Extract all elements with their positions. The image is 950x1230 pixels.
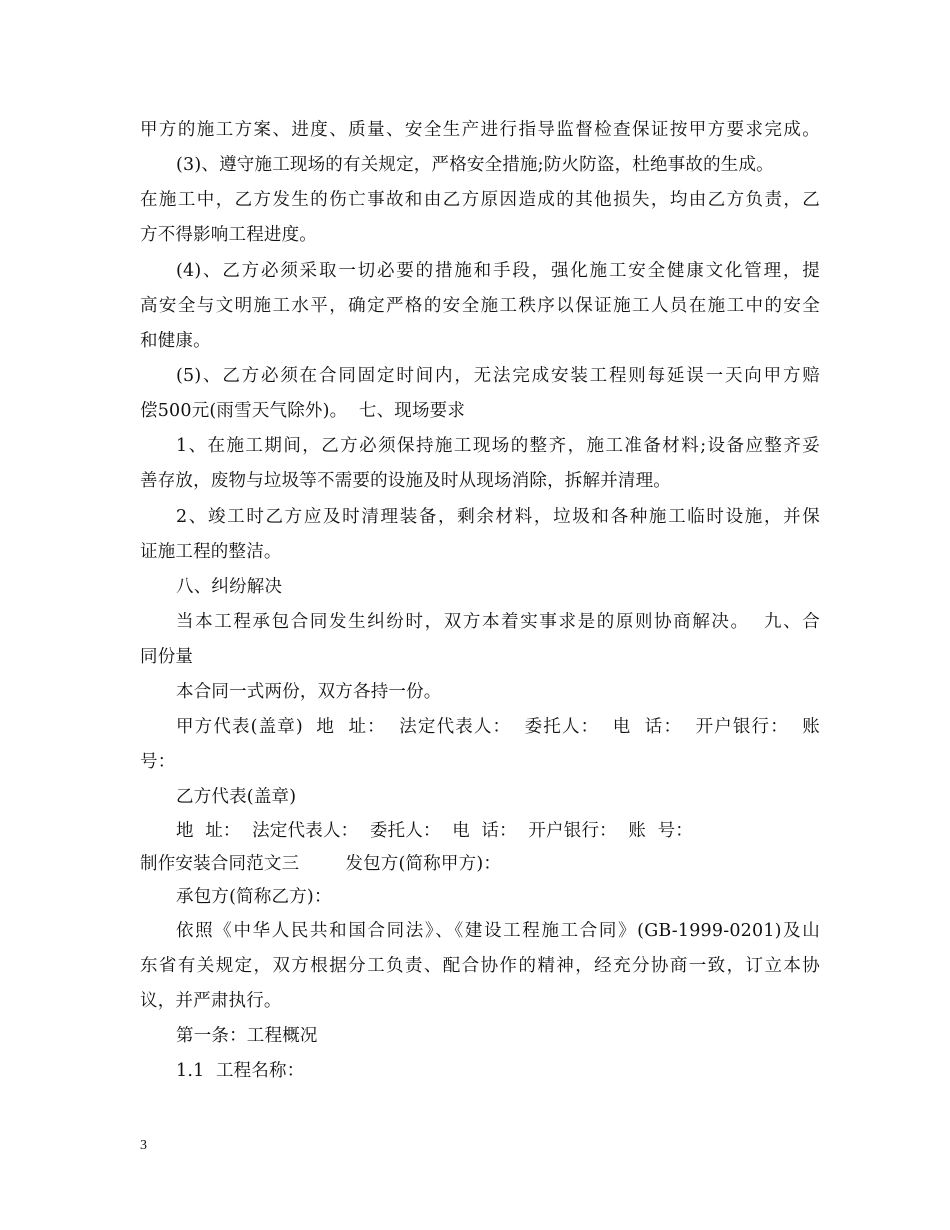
section-heading: 制作安装合同范文三 发包方(简称甲方)：: [140, 854, 502, 874]
signature-line: 地 址： 法定代表人： 委托人： 电 话： 开户银行： 账 号：: [176, 821, 694, 841]
signature-line: 号：: [140, 752, 176, 772]
body-text-line: 依照《中华人民共和国合同法》、《建设工程施工合同》(GB-1999-0201)及山: [176, 921, 820, 941]
section-heading: 第一条：工程概况: [176, 1026, 318, 1046]
body-text-line: (5)、乙方必须在合同固定时间内，无法完成安装工程则每延误一天向甲方赔: [176, 366, 820, 386]
body-text-line: 在施工中，乙方发生的伤亡事故和由乙方原因造成的其他损失，均由乙方负责，乙: [140, 190, 820, 210]
page-number: 3: [140, 1138, 147, 1153]
body-text-line: 2、竣工时乙方应及时清理装备，剩余材料，垃圾和各种施工临时设施，并保: [176, 507, 820, 527]
body-text-line: 本合同一式两份，双方各持一份。: [176, 682, 442, 702]
body-text-line: 同份量: [140, 647, 194, 667]
signature-line: 甲方代表(盖章) 地 址： 法定代表人： 委托人： 电 话： 开户银行： 账: [176, 717, 820, 737]
body-text-line: (4)、乙方必须采取一切必要的措施和手段，强化施工安全健康文化管理，提: [176, 261, 820, 281]
body-text-line: 1.1 工程名称：: [176, 1061, 305, 1081]
body-text-line: 偿500元(雨雪天气除外)。 七、现场要求: [140, 401, 466, 421]
body-text-line: 证施工程的整洁。: [140, 542, 282, 562]
body-text-line: 议，并严肃执行。: [140, 991, 282, 1011]
body-text-line: 承包方(简称乙方)：: [176, 887, 332, 907]
signature-line: 乙方代表(盖章): [176, 787, 297, 807]
body-text-line: 善存放，废物与垃圾等不需要的设施及时从现场消除，拆解并清理。: [140, 471, 671, 491]
body-text-line: 和健康。: [140, 331, 211, 351]
body-text-line: 甲方的施工方案、进度、质量、安全生产进行指导监督检查保证按甲方要求完成。: [140, 120, 820, 140]
body-text-line: 高安全与文明施工水平，确定严格的安全施工秩序以保证施工人员在施工中的安全: [140, 296, 820, 316]
body-text-line: 东省有关规定，双方根据分工负责、配合协作的精神，经充分协商一致，订立本协: [140, 956, 820, 976]
body-text-line: 1、在施工期间，乙方必须保持施工现场的整齐，施工准备材料;设备应整齐妥: [176, 436, 820, 456]
body-text-line: 当本工程承包合同发生纠纷时，双方本着实事求是的原则协商解决。 九、合: [176, 612, 820, 632]
body-text-line: (3)、遵守施工现场的有关规定，严格安全措施;防火防盗，杜绝事故的生成。: [176, 155, 774, 175]
section-heading: 八、纠纷解决: [176, 577, 283, 597]
body-text-line: 方不得影响工程进度。: [140, 225, 317, 245]
